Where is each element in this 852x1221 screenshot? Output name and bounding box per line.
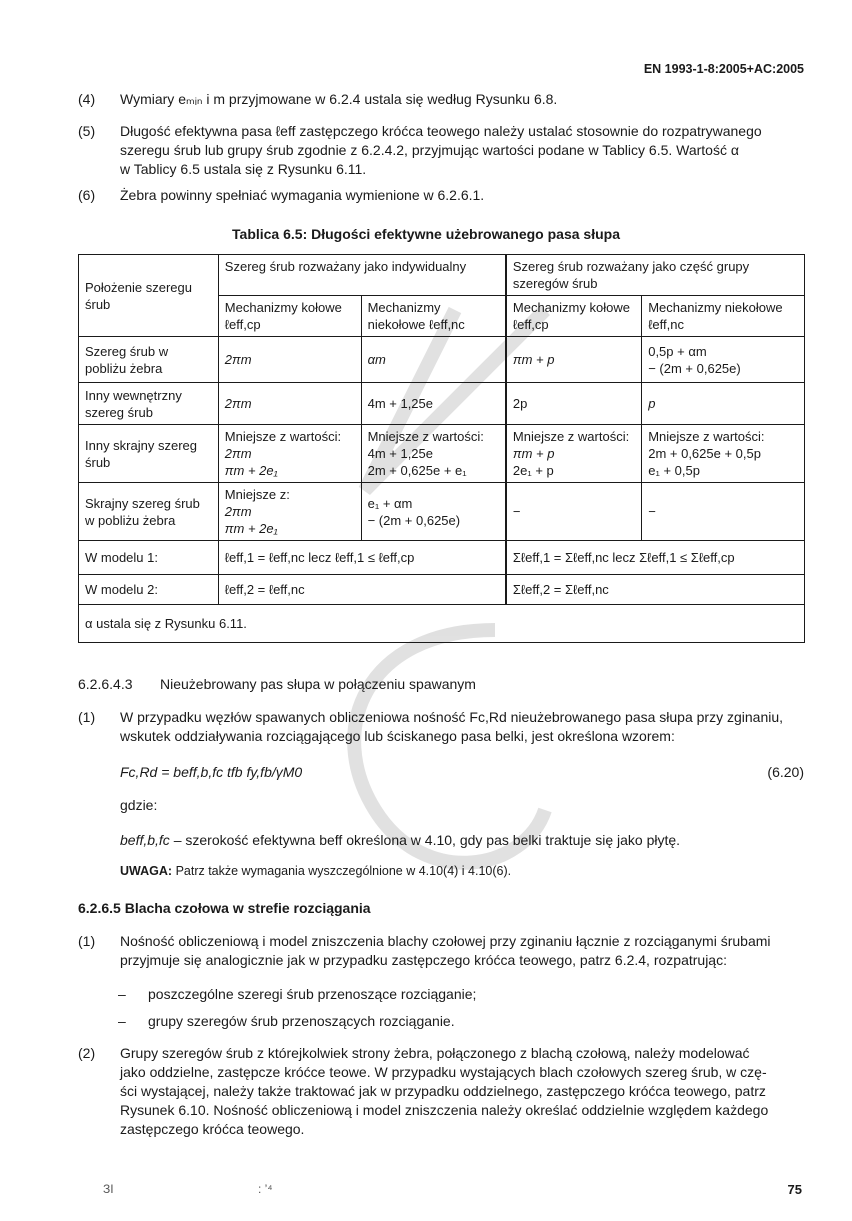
table-caption: Tablica 6.5: Długości efektywne użebrowanego pasa słupa bbox=[232, 226, 620, 242]
paragraph-6243-1: (1) W przypadku węzłów spawanych obliczeniowa nośność Fc,Rd nieużebrowanego pasa słupa przy zginaniu, wskutek oddziaływania rozciągającego lub ściskanego pasa belki, jest określona wzorem: bbox=[78, 709, 784, 744]
table-row-model-2: W modelu 2: ℓeff,2 = ℓeff,nc Σℓeff,2 = Σℓeff,nc bbox=[79, 575, 805, 605]
definition-beff: beff,b,fc – szerokość efektywna beff określona w 4.10, gdy pas belki traktuje się jako płytę. bbox=[120, 832, 681, 848]
head-individual: Szereg śrub rozważany jako indywidualny bbox=[218, 255, 506, 296]
table-row-model-1: W modelu 1: ℓeff,1 = ℓeff,nc lecz ℓeff,1 ≤ ℓeff,cp Σℓeff,1 = Σℓeff,nc lecz Σℓeff,1 ≤ Σℓeff,cp bbox=[79, 541, 805, 575]
table-row: Szereg śrub w pobliżu żebra 2πm αm πm + p 0,5p + αm − (2m + 0,625e) bbox=[79, 337, 805, 383]
effective-lengths-table bbox=[78, 254, 805, 643]
bullet-item: – poszczególne szeregi śrub przenoszące rozciąganie; bbox=[118, 986, 477, 1002]
section-6-2-6-4-3: 6.2.6.4.3 Nieużebrowany pas słupa w połączeniu spawanym bbox=[78, 676, 476, 692]
head-mech-nc: Mechanizmy niekołowe ℓeff,nc bbox=[361, 296, 506, 337]
head-mech-nc-group: Mechanizmy niekołowe ℓeff,nc bbox=[642, 296, 805, 337]
head-mech-cp-group: Mechanizmy kołowe ℓeff,cp bbox=[506, 296, 642, 337]
paragraph-4: (4) Wymiary eₘᵢₙ i m przyjmowane w 6.2.4 ustala się według Rysunku 6.8. bbox=[78, 91, 558, 107]
paragraph-5: (5) Długość efektywna pasa ℓeff zastępczego króćca teowego należy ustalać stosownie do rozpatrywanego szeregu śrub lub grupy śrub zgodnie z 6.2.4.2, przyjmując wartości podane w Tablicy 6.5. Wartość α w Tablicy 6.5 ustala się z Rysunku 6.11. bbox=[78, 123, 762, 177]
table-row: Skrajny szereg śrub w pobliżu żebra Mniejsze z: 2πm πm + 2e₁ e₁ + αm − (2m + 0,625e) − − bbox=[79, 483, 805, 541]
bullet-item: – grupy szeregów śrub przenoszących rozciąganie. bbox=[118, 1013, 455, 1029]
standard-header: EN 1993-1-8:2005+AC:2005 bbox=[643, 62, 804, 76]
page-number: 75 bbox=[787, 1182, 802, 1197]
table-note-row: α ustala się z Rysunku 6.11. bbox=[79, 605, 805, 643]
head-row-position: Położenie szeregu śrub bbox=[79, 255, 219, 337]
formula-6-20: Fc,Rd = beff,b,fc tfb fy,fb/γM0 bbox=[120, 764, 303, 780]
head-group: Szereg śrub rozważany jako część grupy szeregów śrub bbox=[506, 255, 805, 296]
paragraph-625-2: (2) Grupy szeregów śrub z którejkolwiek strony żebra, połączonego z blachą czołową, należy modelować jako oddzielne, zastępcze króćce teowe. W przypadku wystających blach czołowych szereg śrub, w czę- ści wystającej, należy także traktować jak w przypadku oddzielnego, zastępczego króćca teowego, patrz Rysunek 6.10. Nośność obliczeniową i model zniszczenia należy określać oddzielnie względem każdego zastępczego króćca teowego. bbox=[78, 1045, 769, 1137]
table-head-row bbox=[79, 255, 805, 296]
table-row: Inny wewnętrzny szereg śrub 2πm 4m + 1,25e 2p p bbox=[79, 383, 805, 425]
head-mech-cp: Mechanizmy kołowe ℓeff,cp bbox=[218, 296, 361, 337]
footer-mark-left: ЗІ bbox=[103, 1182, 114, 1196]
uwaga-note: UWAGA: Patrz także wymagania wyszczególnione w 4.10(4) i 4.10(6). bbox=[120, 864, 512, 878]
section-6-2-6-5: 6.2.6.5 Blacha czołowa w strefie rozciągania bbox=[78, 900, 371, 916]
gdzie-label: gdzie: bbox=[120, 797, 158, 813]
formula-number: (6.20) bbox=[767, 764, 804, 780]
paragraph-625-1: (1) Nośność obliczeniową i model zniszczenia blachy czołowej przy zginaniu łącznie z rozciąganymi śrubami przyjmuje się analogicznie jak w przypadku zastępczego króćca teowego, patrz 6.2.4, rozpatrując: bbox=[78, 933, 771, 968]
footer-mark-mid: : ’⁴ bbox=[258, 1182, 273, 1196]
paragraph-6: (6) Żebra powinny spełniać wymagania wymienione w 6.2.6.1. bbox=[78, 187, 485, 203]
table-row: Inny skrajny szereg śrub Mniejsze z wartości: 2πm πm + 2e₁ Mniejsze z wartości: 4m + 1,25e 2m + 0,625e + e₁ Mniejsze z wartości: πm + p 2e₁ + p Mniejsze z wartości: 2m + 0,625e + 0,5p e₁ + 0,5p bbox=[79, 425, 805, 483]
